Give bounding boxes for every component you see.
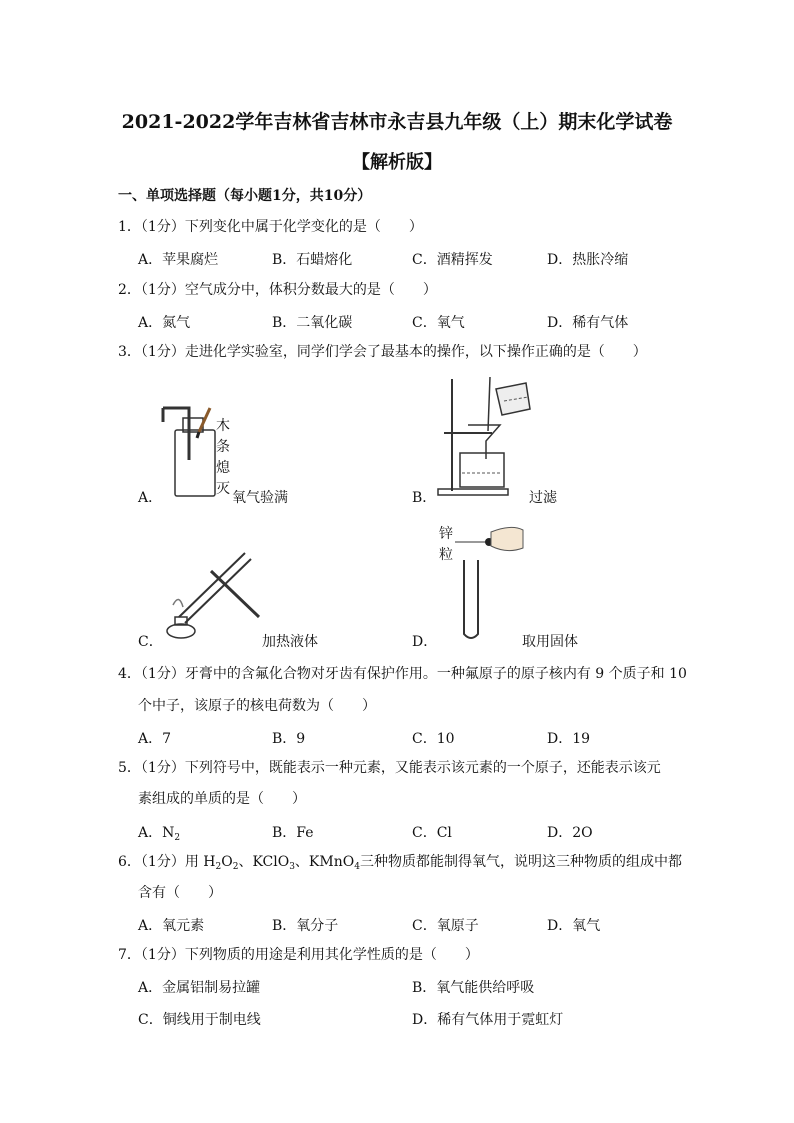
question-5-option-d: D．2O	[547, 825, 593, 841]
question-3-option-a: A．	[138, 490, 163, 506]
zinc-label	[439, 524, 453, 566]
question-4-option-b: B．9	[272, 731, 306, 747]
section-heading: 一、单项选择题（每小题1分，共10分）	[118, 188, 372, 204]
sub: 2	[232, 862, 239, 872]
question-5-stem-line2: 素组成的单质的是（ ）	[138, 791, 306, 807]
page-subtitle: 【解析版】	[352, 152, 442, 173]
question-3-stem: 3．（1分）走进化学实验室，同学们学会了最基本的操作，以下操作正确的是（ ）	[118, 344, 647, 360]
question-1-option-c: C．酒精挥发	[412, 252, 493, 268]
sub: 3	[289, 862, 295, 872]
question-2-option-b: B．二氧化碳	[272, 315, 353, 331]
option-a-text: A．N	[138, 825, 175, 841]
formula-part: O	[221, 854, 233, 870]
question-7-option-c: C．铜线用于制电线	[138, 1012, 261, 1028]
formula-h2o2: H	[203, 854, 216, 870]
oxygen-test-figure	[155, 400, 225, 500]
question-6-stem-line2: 含有（ ）	[138, 885, 222, 901]
question-1-option-a: A．苹果腐烂	[138, 252, 219, 268]
fig-text-2: 条	[216, 439, 230, 455]
fig-text-4: 灭	[216, 481, 230, 497]
question-2-option-d: D．稀有气体	[547, 315, 629, 331]
fig-text-zinc-2: 粒	[439, 547, 453, 563]
question-4-option-d: D．19	[547, 731, 591, 747]
question-6-stem-line1: 6．（1分）用 $H_2O_2$、KClO$_3$、KMnO$_4$三种物质都能制得氧气，说明这三种物质的组成中都	[118, 854, 682, 872]
question-7-option-b: B．氧气能供给呼吸	[412, 980, 535, 996]
question-3-option-c: C．	[138, 634, 163, 650]
question-7-option-a: A．金属铝制易拉罐	[138, 980, 261, 996]
question-1-option-d: D．热胀冷缩	[547, 252, 629, 268]
fig-text-1: 木	[216, 418, 230, 434]
question-6-option-d: D．氧气	[547, 918, 601, 934]
question-3-option-a-label: 氧气验满	[232, 490, 288, 506]
take-solid-figure	[455, 520, 535, 642]
question-5-option-b: B．Fe	[272, 825, 314, 841]
question-2-stem: 2．（1分）空气成分中，体积分数最大的是（ ）	[118, 282, 437, 298]
question-5-stem-line1: 5．（1分）下列符号中，既能表示一种元素，又能表示该元素的一个原子，还能表示该元	[118, 760, 661, 776]
heating-liquid-figure	[155, 545, 265, 640]
fig-text-3: 熄	[216, 460, 230, 476]
question-4-stem-line2: 个中子，该原子的核电荷数为（ ）	[138, 698, 376, 714]
question-3-option-d: D．	[412, 634, 438, 650]
filtration-figure	[430, 375, 535, 500]
question-6-option-a: A．氧元素	[138, 918, 205, 934]
formula-kmno4: KMnO	[308, 854, 355, 870]
question-3-option-b: B．	[412, 490, 437, 506]
question-2-option-c: C．氧气	[412, 315, 465, 331]
question-1-option-b: B．石蜡熔化	[272, 252, 353, 268]
fig-text-zinc-1: 锌	[439, 526, 453, 542]
sub: 4	[354, 862, 360, 872]
question-6-option-b: B．氧分子	[272, 918, 339, 934]
question-5-option-c: C．Cl	[412, 825, 452, 841]
question-3-option-d-label: 取用固体	[522, 634, 578, 650]
question-1-stem: 1．（1分）下列变化中属于化学变化的是（ ）	[118, 219, 423, 235]
stem-prefix: 6．（1分）用	[118, 854, 204, 870]
question-3-option-b-label: 过滤	[529, 490, 557, 506]
question-2-option-a: A．氮气	[138, 315, 191, 331]
question-4-option-a: A．7	[138, 731, 172, 747]
formula-kclo3: KClO	[252, 854, 290, 870]
sub: 2	[215, 862, 222, 872]
question-5-option-a	[138, 822, 180, 842]
page-title: 2021-2022学年吉林省吉林市永吉县九年级（上）期末化学试卷	[121, 111, 673, 133]
question-4-option-c: C．10	[412, 731, 455, 747]
oxygen-test-figure-caption	[216, 416, 230, 500]
option-a-subscript: 2	[174, 833, 181, 843]
question-4-stem-line1: 4．（1分）牙膏中的含氟化合物对牙齿有保护作用。一种氟原子的原子核内有 9 个质子和 10	[118, 666, 687, 682]
question-7-stem: 7．（1分）下列物质的用途是利用其化学性质的是（ ）	[118, 947, 479, 963]
question-6-option-c: C．氧原子	[412, 918, 479, 934]
question-7-option-d: D．稀有气体用于霓虹灯	[412, 1012, 564, 1028]
stem-suffix: 三种物质都能制得氧气，说明这三种物质的组成中都	[359, 854, 682, 870]
question-3-option-c-label: 加热液体	[262, 634, 318, 650]
